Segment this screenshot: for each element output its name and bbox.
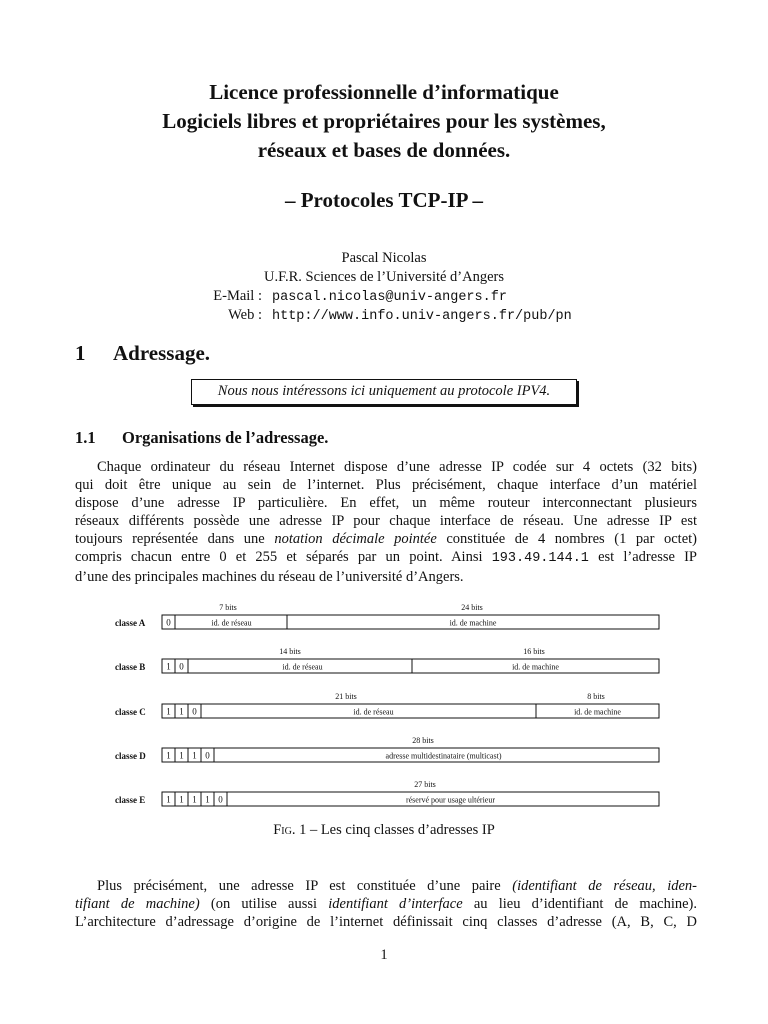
section-1-heading (75, 341, 210, 366)
field-label: id. de réseau (211, 618, 252, 628)
field-label: id. de réseau (282, 662, 323, 672)
prefix-bit: 1 (192, 750, 197, 761)
section-1-number: 1 (75, 341, 86, 365)
p1-line (75, 530, 697, 548)
paragraph-1 (75, 458, 697, 586)
p1-line: dispose d’une adresse IP particulière. En effet, un même routeur interconnectant plusieurs (75, 495, 697, 511)
web-label: Web : (228, 307, 262, 323)
figure-caption-text: – Les cinq classes d’adresses IP (306, 822, 495, 838)
p2-line: L’architecture d’adressage d’origine de l’internet définissait cinq classes d’adresse (A, B, C, D (75, 914, 697, 930)
p1-emphasis: notation décimale pointée (274, 531, 437, 547)
bit-count-label: 24 bits (461, 603, 483, 612)
p1-line: qui doit être unique au sein de l’internet. Plus précisément, chaque interface d’un matériel (75, 477, 697, 493)
bit-count-label: 7 bits (219, 603, 237, 612)
section-1-1-number: 1.1 (75, 428, 96, 447)
prefix-bit: 1 (179, 750, 184, 761)
p2-text: au lieu d’identifiant de machine). (462, 896, 697, 912)
figure-caption (0, 822, 768, 839)
bit-count-label: 27 bits (414, 780, 436, 789)
field-label: réservé pour usage ultérieur (405, 795, 496, 805)
author-name: Pascal Nicolas (341, 250, 427, 266)
p2-text: Plus précisément, une adresse IP est constituée d’une paire (97, 878, 513, 894)
page-number: 1 (380, 947, 388, 963)
prefix-bit: 1 (179, 706, 184, 717)
field-label: id. de machine (449, 618, 497, 628)
p1-text: compris chacun entre 0 et 255 et séparés par un point. Ainsi (75, 549, 492, 565)
field-label: adresse multidestinataire (multicast) (385, 751, 502, 761)
section-1-title: Adressage. (113, 341, 211, 365)
prefix-bit: 1 (192, 794, 197, 805)
web-row (198, 306, 572, 326)
email-row (198, 287, 507, 307)
p2-emphasis: identifiant d’interface (328, 896, 463, 912)
prefix-bit: 0 (218, 794, 223, 805)
ipv4-note-box: Nous nous intéressons ici uniquement au protocole IPV4. (191, 379, 577, 405)
class-label: classe C (115, 707, 146, 717)
bit-count-label: 14 bits (279, 647, 301, 656)
p1-line: d’une des principales machines du réseau de l’université d’Angers. (75, 569, 464, 585)
bit-count-label: 8 bits (587, 692, 605, 701)
field-label: id. de réseau (353, 707, 394, 717)
address-box (162, 659, 659, 673)
title-line-2: Logiciels libres et propriétaires pour les systèmes, (162, 109, 606, 133)
title-line-3: réseaux et bases de données. (257, 138, 511, 162)
p1-text: est l’adresse IP (588, 549, 698, 565)
author-block (0, 249, 768, 287)
bit-count-label: 16 bits (523, 647, 545, 656)
affiliation: U.F.R. Sciences de l’Université d’Angers (263, 269, 505, 285)
address-box (162, 615, 659, 629)
p2-line (75, 877, 697, 895)
p2-emphasis: (identifiant de réseau, iden- (512, 878, 698, 894)
prefix-bit: 0 (166, 617, 171, 628)
class-label: classe A (115, 618, 146, 628)
p2-emphasis: tifiant de machine) (75, 896, 200, 912)
title-line-1: Licence professionnelle d’informatique (209, 80, 559, 104)
prefix-bit: 1 (179, 794, 184, 805)
figure-caption-prefix: Fig. 1 (273, 822, 307, 838)
email-label: E-Mail : (213, 288, 262, 304)
p2-line (75, 895, 697, 913)
prefix-bit: 1 (166, 794, 171, 805)
field-label: id. de machine (512, 662, 559, 672)
prefix-bit: 0 (192, 706, 197, 717)
address-box (162, 792, 659, 806)
field-label: id. de machine (574, 707, 621, 717)
paragraph-2 (75, 877, 697, 931)
class-label: classe B (115, 662, 146, 672)
bit-count-label: 28 bits (412, 736, 434, 745)
paper-title (0, 78, 768, 165)
prefix-bit: 0 (205, 750, 210, 761)
paper-subtitle: – Protocoles TCP-IP – (284, 188, 484, 212)
web-url[interactable]: http://www.info.univ-angers.fr/pub/pn (272, 309, 572, 324)
ip-example: 193.49.144.1 (491, 551, 589, 566)
prefix-bit: 1 (166, 750, 171, 761)
section-1-1-title: Organisations de l’adressage. (122, 428, 329, 447)
class-label: classe D (115, 751, 146, 761)
prefix-bit: 0 (179, 661, 184, 672)
section-1-1-heading (75, 428, 328, 448)
address-box (162, 748, 659, 762)
class-label: classe E (115, 795, 146, 805)
p1-text: constituée de 4 nombres (1 par octet) (436, 531, 697, 547)
prefix-bit: 1 (166, 661, 171, 672)
prefix-bit: 1 (205, 794, 210, 805)
p1-line: réseaux différents possède une adresse IP pour chaque interface de réseau. Une adresse IP est (75, 513, 697, 529)
p1-text: toujours représentée dans une (75, 531, 275, 547)
prefix-bit: 1 (166, 706, 171, 717)
p1-line (75, 548, 697, 568)
p1-line: Chaque ordinateur du réseau Internet dispose d’une adresse IP codée sur 4 octets (32 bits) (97, 459, 697, 475)
email-address[interactable]: pascal.nicolas@univ-angers.fr (272, 290, 507, 305)
address-box (162, 704, 659, 718)
bit-count-label: 21 bits (335, 692, 357, 701)
p2-text: (on utilise aussi (199, 896, 329, 912)
